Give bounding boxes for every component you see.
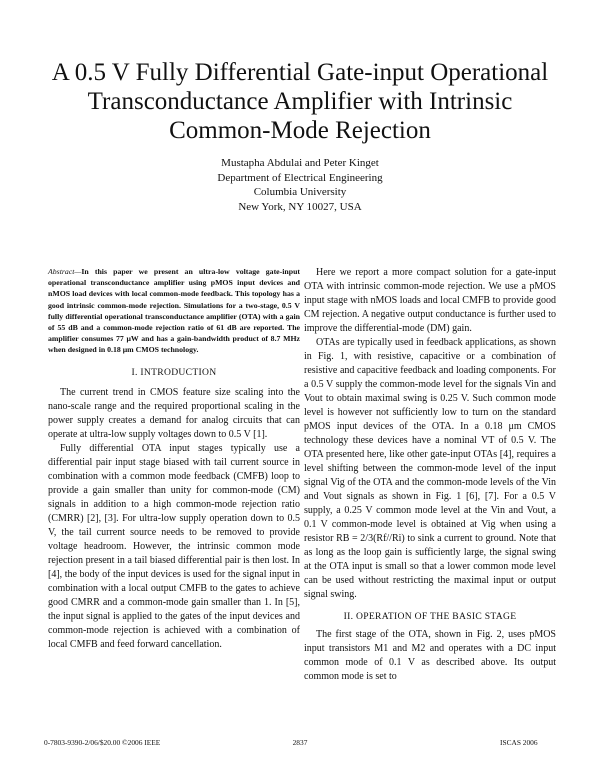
authors: Mustapha Abdulai and Peter Kinget (221, 157, 379, 169)
title-line-2: Transconductance Amplifier with Intrinsic (87, 88, 513, 115)
intro-heading: I. INTRODUCTION (131, 366, 217, 378)
intro-paragraph-1: The current trend in CMOS feature size scaling into the nano-scale range and the required proportional scaling in the power supply creates a demand for analog circuits that can operate at ultra-low supply voltages down to 0.5 V [1]. (48, 386, 300, 440)
footer-copyright: 0-7803-9390-2/06/$20.00 ©2006 IEEE (44, 738, 161, 747)
intro-paragraph-2: Fully differential OTA input stages typically use a differential pair input stage biased with tail current source in combination with a common mode feedback (CMFB) loop to provide a gain smaller than unity for common-mode (CM) signals in addition to a high common-mode rejection ratio (CMRR) [2], [3]. For ultra-low supply operation down to 0.5 V, the tail current source needs to be removed to provide voltage headroom. However, the intrinsic common mode rejection present in a tail biased differential pair is then lost. In [4], the body of the input devices is used for the signal input in combination with a local output CMFB to the gates to achieve good CMRR and a common-mode gain smaller than 1. In [5], the input signal is applied to the gates of the input devices and common-mode rejection is achieved with a combination of local CMFB and feed forward cancellation. (48, 442, 300, 650)
paper-title (0, 58, 600, 145)
city: New York, NY 10027, USA (238, 200, 362, 213)
abstract-text: In this paper we present an ultra-low voltage gate-input operational transconductance amplifier using pMOS input devices and nMOS load devices with local common-mode feedback. This topology has a good intrinsic common-mode rejection. Simulations for a two-stage, 0.5 V fully differential operational transconductance amplifier (OTA) with a gain of 55 dB and a common-mode rejection ratio of 61 dB are reported. The amplifier consumes 77 μW and has a gain-bandwidth product of 8.7 MHz when designed in 0.18 μm CMOS technology. (48, 267, 300, 355)
operation-paragraph-1: The first stage of the OTA, shown in Fig. 2, uses pMOS input transistors M1 and M2 and operates with a DC input common mode of 0.1 V as described above. Its output common mode is set to (304, 629, 556, 682)
title-line-1: A 0.5 V Fully Differential Gate-input Operational (51, 59, 549, 86)
title-line-3: Common-Mode Rejection (169, 117, 431, 144)
right-paragraph-1: Here we report a more compact solution for a gate-input OTA with intrinsic common-mode rejection. We use a pMOS input stage with nMOS loads and local CMFB to provide good CM rejection. A negative output conductance is further used to improve the differential-mode (DM) gain. (304, 267, 556, 334)
abstract (48, 266, 300, 356)
department: Department of Electrical Engineering (217, 171, 383, 184)
footer-page-number: 2837 (292, 738, 308, 747)
left-column (48, 266, 300, 652)
right-paragraph-2: OTAs are typically used in feedback applications, as shown in Fig. 1, with resistive, capacitive or a combination of resistive and capacitive feedback and loading components. For a 0.5 V supply the common-mode level for the signals Vin and Vout to obtain maximal swing is 0.25 V. Such common mode level is however not sufficiently low to turn on the standard pMOS input devices of the OTA. In a 0.18 μm CMOS technology these devices have a nominal VT of 0.5 V. The OTA presented here, like other gate-input OTAs [4], requires a level shifting between the common-mode level of the input signal Vig of the OTA and the common-mode levels of the Vin and Vout signals as shown in Fig. 1 [6], [7]. For a 0.5 V supply, a 0.25 V common mode level at the Vin and Vout, a 0.1 V common-mode level is obtained at Vig when using a resistor RB = 2/3(Rf//Ri) to sink a current to ground. Note that as long as the loop gain is sufficiently large, the signal swing at the OTA input is small so that a lower common mode level can be used without restricting the maximal input or output signal swing. (304, 337, 556, 600)
footer-venue: ISCAS 2006 (500, 738, 538, 747)
right-column (304, 266, 556, 684)
operation-heading: II. OPERATION OF THE BASIC STAGE (343, 611, 517, 622)
university: Columbia University (253, 186, 347, 198)
abstract-label: Abstract— (48, 267, 82, 276)
author-block (0, 156, 600, 214)
